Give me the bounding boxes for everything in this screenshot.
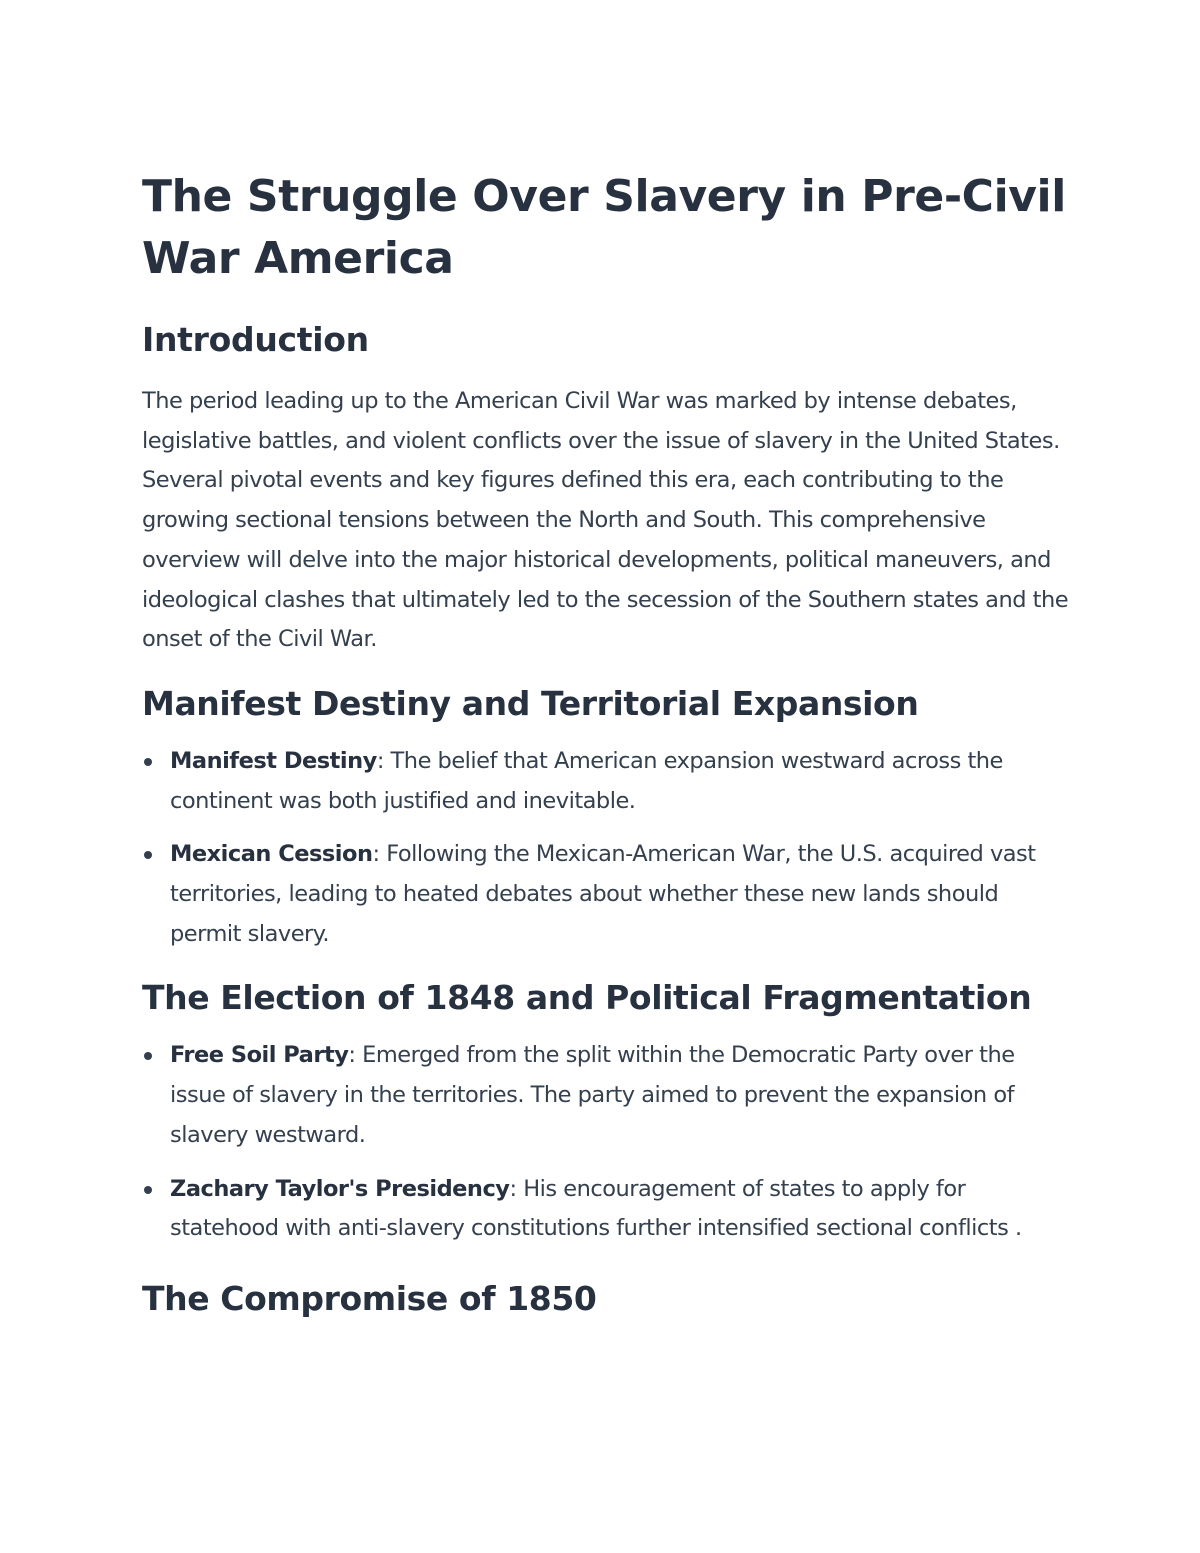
- list-item-text: : The belief that American expansion westward across the continent was both justified and inevitable.: [170, 747, 1003, 814]
- list-item-term: Mexican Cession: [170, 841, 373, 868]
- list-item-term: Manifest Destiny: [170, 747, 377, 774]
- manifest-destiny-list: [142, 742, 1072, 955]
- section-heading-election-1848: The Election of 1848 and Political Fragmentation: [142, 978, 1032, 1018]
- section-heading-compromise-1850: The Compromise of 1850: [142, 1278, 597, 1318]
- list-item: [142, 835, 1050, 954]
- list-item: [142, 1036, 1050, 1155]
- list-item-text: : Following the Mexican-American War, the U.S. acquired vast territories, leading to heated debates about whether these new lands should permit slavery.: [170, 841, 1036, 947]
- section-heading-manifest-destiny: Manifest Destiny and Territorial Expansion: [142, 683, 919, 723]
- list-item-text: : Emerged from the split within the Democratic Party over the issue of slavery in the territories. The party aimed to prevent the expansion of slavery westward.: [170, 1042, 1015, 1148]
- introduction-heading: Introduction: [142, 320, 369, 359]
- list-item-term: Zachary Taylor's Presidency: [170, 1175, 510, 1202]
- list-item: [142, 742, 1050, 821]
- bullet-icon: [144, 851, 152, 859]
- bullet-icon: [144, 1186, 152, 1194]
- election-1848-list: [142, 1036, 1072, 1249]
- list-item-text: : His encouragement of states to apply for statehood with anti-slavery constitutions further intensified sectional conflicts .: [170, 1175, 1022, 1242]
- list-item-term: Free Soil Party: [170, 1042, 349, 1069]
- list-item: [142, 1170, 1050, 1249]
- bullet-icon: [144, 758, 152, 766]
- introduction-paragraph: The period leading up to the American Civil War was marked by intense debates, legislative battles, and violent conflicts over the issue of slavery in the United States. Several pivotal events and key figures defined this era, each contributing to the growing sectional tensions between the North and South. This comprehensive overview will delve into the major historical developments, political maneuvers, and ideological clashes that ultimately led to the secession of the Southern states and the onset of the Civil War.: [142, 388, 1069, 653]
- document-content: [142, 166, 1072, 1337]
- document-title: The Struggle Over Slavery in Pre-Civil War America: [142, 171, 1066, 284]
- bullet-icon: [144, 1052, 152, 1060]
